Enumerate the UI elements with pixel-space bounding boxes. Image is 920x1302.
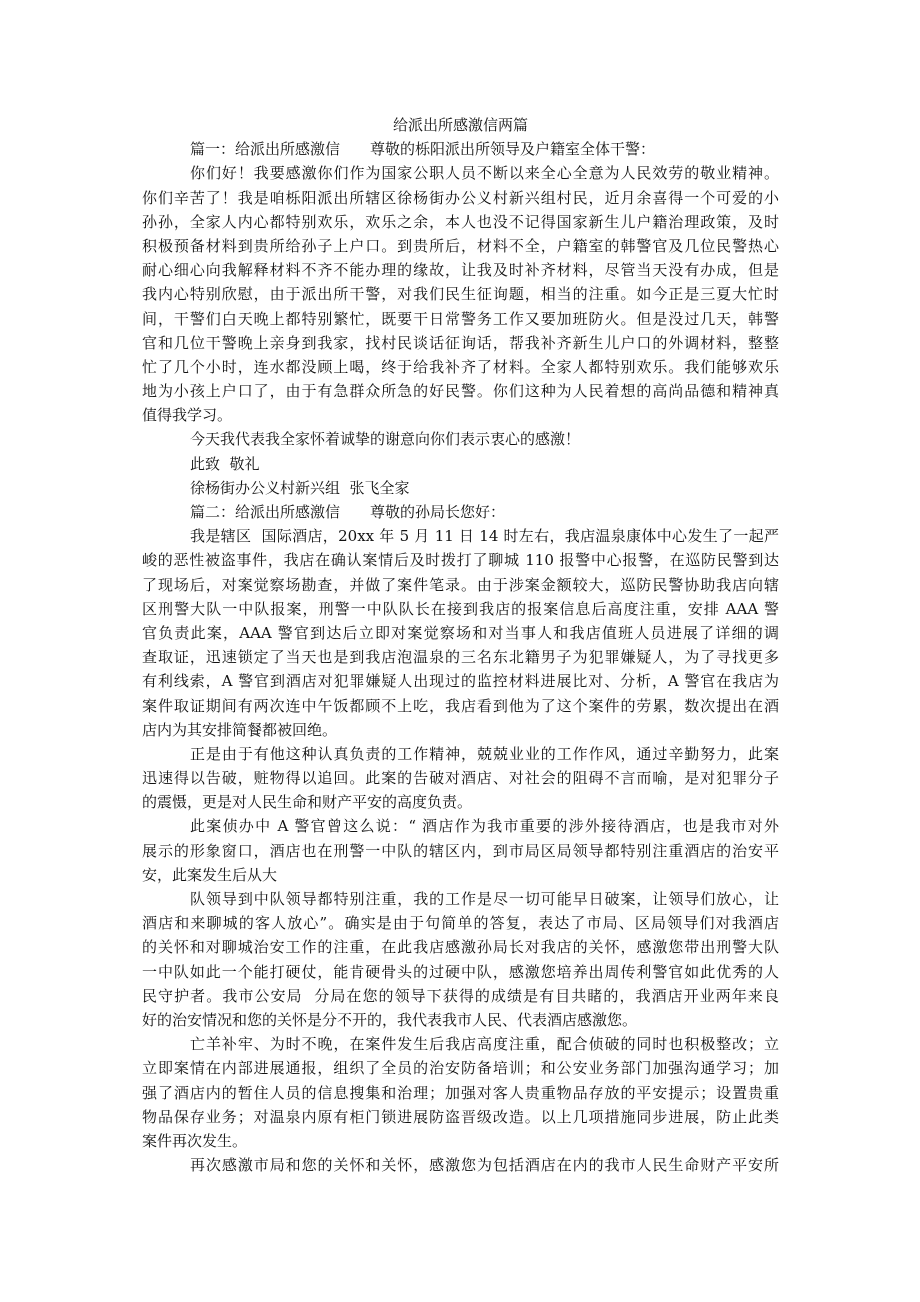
text-line: 再次感激市局和您的关怀和关怀，感激您为包括酒店在内的我市人民生命财产平安所 — [190, 1156, 779, 1175]
text-line: 官负责此案，AAA 警官到达后立即对案觉察场和对当事人和我店值班人员进展了详细的调 — [142, 623, 779, 642]
text-line: 亡羊补牢、为时不晚，在案件发生后我店高度注重，配合侦破的同时也积极整改；立 — [190, 1035, 779, 1054]
paragraph — [142, 524, 779, 742]
text-line: 立即案情在内部进展通报，组织了全员的治安防备培训；和公安业务部门加强沟通学习；加 — [142, 1059, 779, 1078]
document-title: 给派出所感激信两篇 — [392, 116, 528, 134]
text-line: 你们好！我要感激你们作为国家公职人员不断以来全心全意为人民效劳的敬业精神。 — [190, 164, 779, 183]
text-line: 的关怀和对聊城治安工作的注重，在此我店感激孙局长对我店的关怀，感激您带出刑警大队 — [142, 938, 779, 957]
text-line: 正是由于有他这种认真负责的工作精神，兢兢业业的工作作风，通过辛勤努力，此案 — [190, 744, 779, 763]
text-line: 队领导到中队领导都特别注重，我的工作是尽一切可能早日破案，让领导们放心，让 — [190, 890, 779, 908]
text-line: 积极预备材料到贵所给孙子上户口。到贵所后，材料不全，户籍室的韩警官及几位民警热心 — [142, 236, 779, 255]
paragraph — [142, 427, 779, 451]
text-line: 店内为其安排简餐都被回绝。 — [142, 720, 338, 739]
text-line: 区刑警大队一中队报案，刑警一中队队长在接到我店的报案信息后高度注重，安排 AAA 警 — [142, 599, 779, 618]
text-line: 案件取证期间有两次连中午饭都顾不上吃，我店看到他为了这个案件的劳累，数次提出在酒 — [142, 696, 779, 715]
text-line: 有利线索，A 警官到酒店对犯罪嫌疑人出现过的监控材料进展比对、分析，A 警官在我店为 — [142, 672, 779, 691]
text-line: 的震慑，更是对人民生命和财产平安的高度负责。 — [142, 793, 473, 812]
paragraph — [142, 500, 779, 524]
paragraph — [142, 1032, 779, 1153]
paragraph — [142, 814, 779, 887]
text-line: 我内心特别欣慰，由于派出所干警，对我们民生征询题，相当的注重。如今正是三夏大忙时 — [142, 285, 779, 304]
text-line: 展示的形象窗口，酒店也在刑警一中队的辖区内，到市局区局领导都特别注重酒店的治安平 — [142, 841, 779, 860]
document-text — [142, 137, 779, 1177]
text-line: 你们辛苦了！我是咱栎阳派出所辖区徐杨街办公义村新兴组村民，近月余喜得一个可爱的小 — [142, 188, 779, 207]
paragraph — [142, 1153, 779, 1177]
text-line: 迅速得以告破，赃物得以追回。此案的告破对酒店、对社会的阻碍不言而喻，是对犯罪分子 — [142, 769, 779, 788]
text-line: 篇二：给派出所感激信 尊敬的孙局长您好： — [190, 503, 506, 521]
text-line: 忙了几个小时，连水都没顾上喝，终于给我补齐了材料。全家人都特别欢乐。我们能够欢乐 — [142, 357, 779, 376]
text-line: 安，此案发生后从大 — [142, 865, 278, 884]
text-line: 物品保存业务；对温泉内原有柜门锁进展防盗晋级改造。以上几项措施同步进展，防止此类 — [142, 1107, 779, 1126]
text-line: 了现场后，对案觉察场勘查，并做了案件笔录。由于涉案金额较大，巡防民警协助我店向辖 — [142, 575, 779, 594]
text-line: 我是辖区 国际酒店，20xx 年 5 月 11 日 14 时左右，我店温泉康体中心发生了一起严 — [190, 527, 779, 546]
text-line: 此案侦办中 A 警官曾这么说：“ 酒店作为我市重要的涉外接待酒店，也是我市对外 — [190, 817, 779, 836]
text-line: 间，干警们白天晚上都特别繁忙，既要干日常警务工作又要加班防火。但是没过几天，韩警 — [142, 309, 779, 328]
text-line: 峻的恶性被盗事件，我店在确认案情后及时拨打了聊城 110 报警中心报警，在巡防民警到达 — [142, 551, 779, 570]
text-line: 孙孙，全家人内心都特别欢乐，欢乐之余，本人也没不记得国家新生儿户籍治理政策，及时 — [142, 212, 779, 231]
paragraph — [142, 742, 779, 815]
paragraph — [142, 887, 779, 1032]
text-line: 耐心细心向我解释材料不齐不能办理的缘故，让我及时补齐材料，尽管当天没有办成，但是 — [142, 261, 779, 280]
text-line: 值得我学习。 — [142, 406, 233, 425]
text-line: 强了酒店内的暂住人员的信息搜集和治理；加强对客人贵重物品存放的平安提示；设置贵重 — [142, 1083, 779, 1102]
paragraph — [142, 476, 779, 500]
text-line: 查取证，迅速锁定了当天也是到我店泡温泉的三名东北籍男子为犯罪嫌疑人，为了寻找更多 — [142, 648, 779, 667]
text-line: 徐杨街办公义村新兴组 张飞全家 — [190, 478, 410, 497]
paragraph — [142, 137, 779, 161]
paragraph — [142, 452, 779, 476]
paragraph — [142, 161, 779, 427]
text-line: 今天我代表我全家怀着诚挚的谢意向你们表示衷心的感激！ — [190, 430, 581, 449]
text-line: 酒店和来聊城的客人放心”。确实是由于句简单的答复，表达了市局、区局领导们对我酒店 — [142, 914, 779, 933]
text-line: 官和几位干警晚上亲身到我家，找村民谈话征询话，帮我补齐新生儿户口的外调材料，整整 — [142, 333, 779, 352]
text-line: 案件再次发生。 — [142, 1131, 248, 1150]
document-body — [142, 113, 779, 1177]
text-line: 民守护者。我市公安局 分局在您的领导下获得的成绩是有目共睹的，我酒店开业两年来良 — [142, 986, 779, 1005]
text-line: 地为小孩上户口了，由于有急群众所急的好民警。你们这种为人民着想的高尚品德和精神真 — [142, 382, 779, 401]
text-line: 好的治安情况和您的关怀是分不开的，我代表我市人民、代表酒店感激您。 — [142, 1010, 638, 1029]
text-line: 一中队如此一个能打硬仗，能肯硬骨头的过硬中队，感激您培养出周传利警官如此优秀的人 — [142, 962, 779, 981]
text-line: 此致 敬礼 — [190, 454, 260, 473]
text-line: 篇一：给派出所感激信 尊敬的栎阳派出所领导及户籍室全体干警： — [190, 140, 656, 159]
